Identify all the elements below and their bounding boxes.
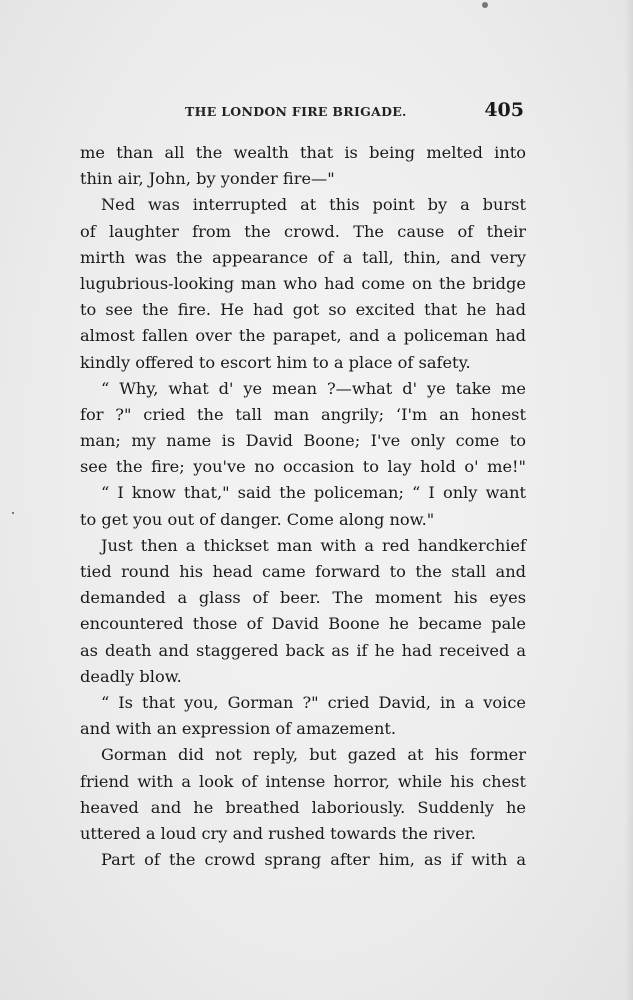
text-line: Ned was interrupted at this point by a burst <box>101 195 526 215</box>
text-line: lugubrious-looking man who had come on the bridge <box>80 273 526 293</box>
text-line: to get you out of danger. Come along now." <box>80 509 435 529</box>
text-line: Gorman did not reply, but gazed at his former <box>101 745 526 765</box>
text-line: friend with a look of intense horror, while his chest <box>80 771 526 791</box>
text-line: of laughter from the crowd. The cause of their <box>80 221 526 241</box>
text-line: as death and staggered back as if he had received a <box>80 640 526 660</box>
page-number: 405 <box>484 99 524 121</box>
text-line: “ Why, what d' ye mean ?—what d' ye take me <box>101 378 526 398</box>
text-line: mirth was the appearance of a tall, thin, and very <box>80 247 526 267</box>
scan-edge-shadow <box>625 0 633 1000</box>
text-line: Just then a thickset man with a red handkerchief <box>101 535 526 555</box>
scan-speck <box>482 2 488 8</box>
text-line: tied round his head came forward to the stall and <box>80 562 526 581</box>
text-line: and with an expression of amazement. <box>80 719 397 739</box>
text-line: encountered those of David Boone he became pale <box>80 614 526 634</box>
text-line: demanded a glass of beer. The moment his eyes <box>80 588 526 608</box>
text-line: deadly blow. <box>80 666 182 686</box>
text-line: me than all the wealth that is being melted into <box>80 143 526 162</box>
scan-speck <box>12 512 14 514</box>
text-line: Part of the crowd sprang after him, as if with a <box>101 850 526 870</box>
text-line: thin air, John, by yonder fire—" <box>80 169 335 189</box>
text-line: heaved and he breathed laboriously. Suddenly he <box>80 797 526 817</box>
running-title: THE LONDON FIRE BRIGADE. <box>185 104 407 119</box>
text-line: almost fallen over the parapet, and a policeman had <box>80 326 526 346</box>
text-line: “ Is that you, Gorman ?" cried David, in a voice <box>101 692 526 712</box>
text-line: man; my name is David Boone; I've only come to <box>80 431 526 451</box>
text-line: for ?" cried the tall man angrily; ‘I'm an honest <box>80 404 526 424</box>
text-line: kindly offered to escort him to a place of safety. <box>80 352 471 372</box>
body-text <box>80 140 526 873</box>
text-line: see the fire; you've no occasion to lay hold o' me!" <box>80 457 526 477</box>
text-line: “ I know that," said the policeman; “ I only want <box>101 483 526 503</box>
text-line: uttered a loud cry and rushed towards the river. <box>80 823 476 843</box>
text-line: to see the fire. He had got so excited that he had <box>80 300 526 320</box>
running-head <box>185 101 545 125</box>
